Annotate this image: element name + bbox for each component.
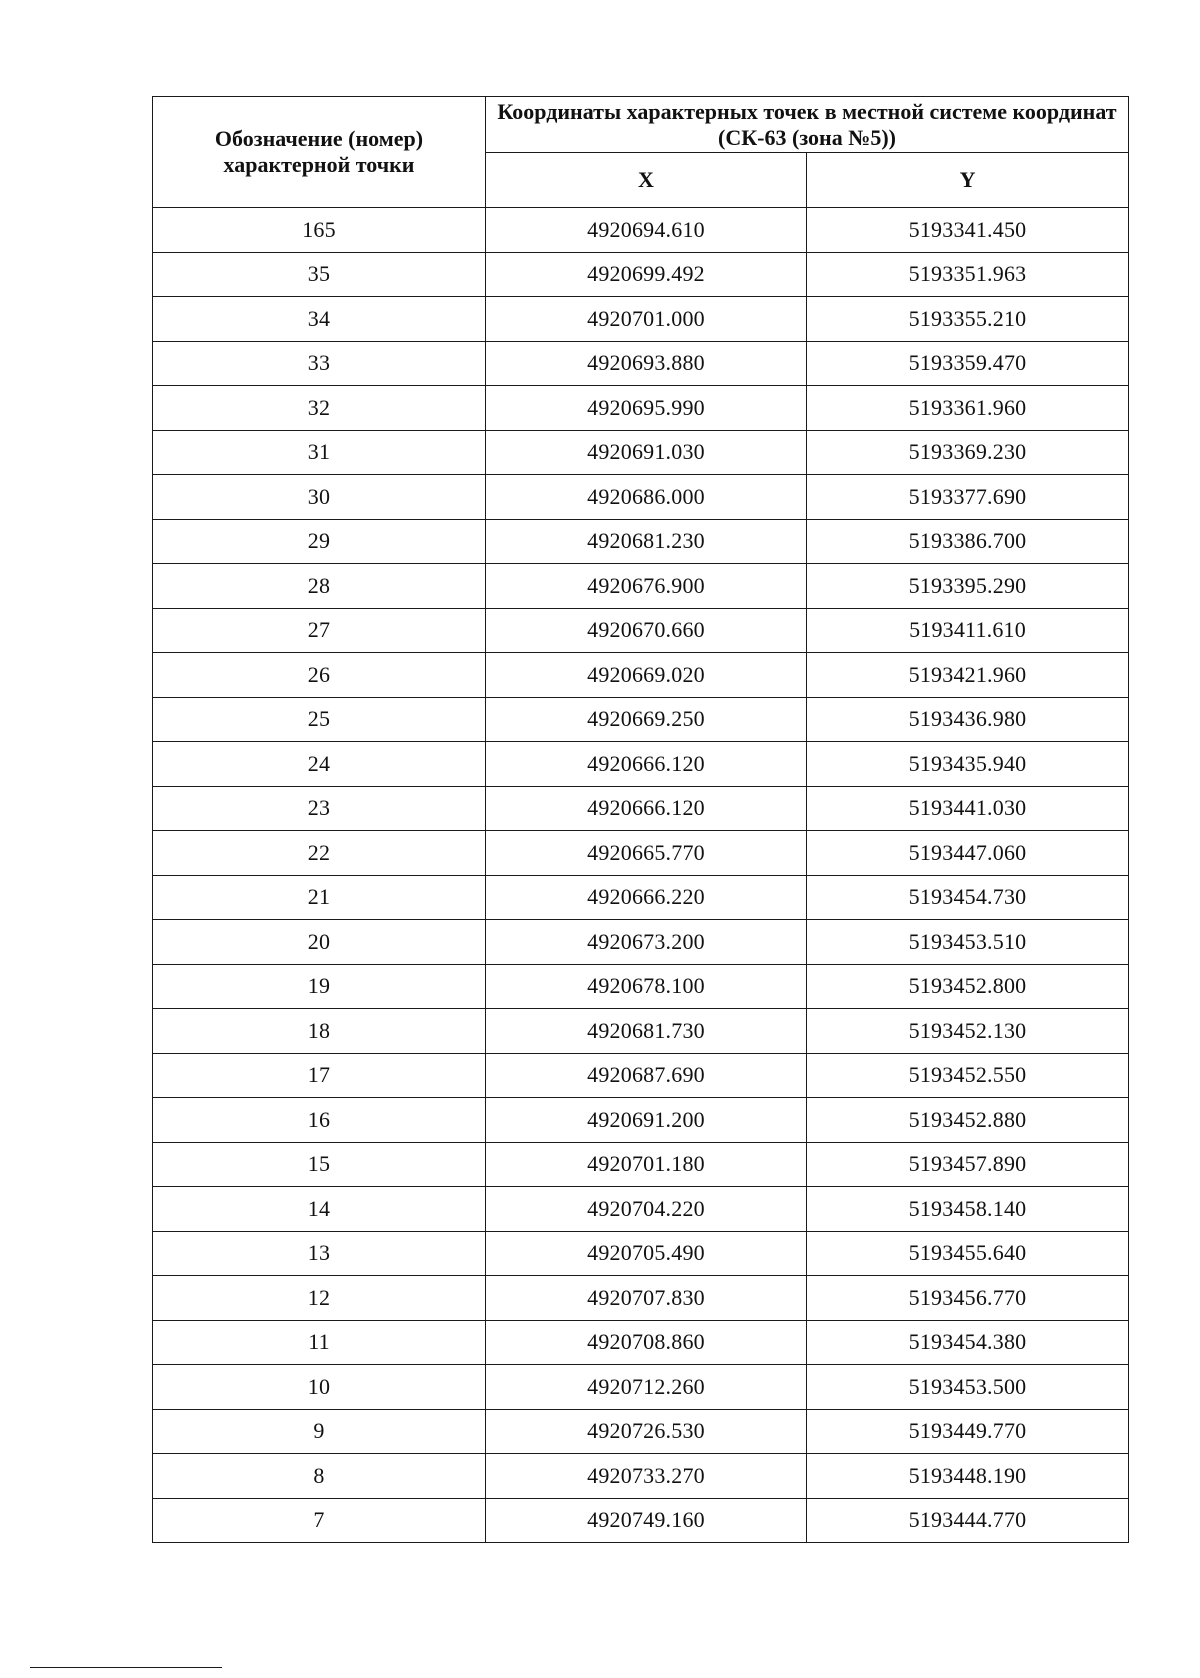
x-coordinate-cell: 4920691.030	[486, 430, 807, 475]
table-body	[153, 208, 1129, 1543]
table-row	[153, 1498, 1129, 1543]
y-coordinate-cell: 5193452.880	[807, 1098, 1129, 1143]
x-coordinate-cell: 4920676.900	[486, 564, 807, 609]
x-coordinate-cell: 4920708.860	[486, 1320, 807, 1365]
table-row	[153, 875, 1129, 920]
table-row	[153, 475, 1129, 520]
y-coordinate-cell: 5193436.980	[807, 697, 1129, 742]
point-number-cell: 13	[153, 1231, 486, 1276]
x-coordinate-cell: 4920673.200	[486, 920, 807, 965]
x-coordinate-cell: 4920701.000	[486, 297, 807, 342]
y-coordinate-cell: 5193456.770	[807, 1276, 1129, 1321]
y-coordinate-cell: 5193453.510	[807, 920, 1129, 965]
point-number-cell: 16	[153, 1098, 486, 1143]
y-coordinate-cell: 5193453.500	[807, 1365, 1129, 1410]
x-coordinate-cell: 4920665.770	[486, 831, 807, 876]
table-row	[153, 653, 1129, 698]
table-row	[153, 1276, 1129, 1321]
table-row	[153, 920, 1129, 965]
point-number-cell: 21	[153, 875, 486, 920]
point-number-cell: 24	[153, 742, 486, 787]
point-number-cell: 28	[153, 564, 486, 609]
x-coordinate-cell: 4920666.120	[486, 786, 807, 831]
table-row	[153, 297, 1129, 342]
x-coordinate-cell: 4920695.990	[486, 386, 807, 431]
y-coordinate-cell: 5193448.190	[807, 1454, 1129, 1499]
table-row	[153, 964, 1129, 1009]
point-number-cell: 18	[153, 1009, 486, 1054]
x-coordinate-cell: 4920686.000	[486, 475, 807, 520]
coordinates-group-header: Координаты характерных точек в местной системе координат (СК-63 (зона №5))	[486, 97, 1129, 153]
x-coordinate-cell: 4920691.200	[486, 1098, 807, 1143]
table-row	[153, 1231, 1129, 1276]
point-number-cell: 33	[153, 341, 486, 386]
x-coordinate-cell: 4920701.180	[486, 1142, 807, 1187]
y-coordinate-cell: 5193452.130	[807, 1009, 1129, 1054]
point-number-cell: 11	[153, 1320, 486, 1365]
y-coordinate-cell: 5193355.210	[807, 297, 1129, 342]
x-coordinate-cell: 4920699.492	[486, 252, 807, 297]
table-row	[153, 341, 1129, 386]
y-coordinate-cell: 5193377.690	[807, 475, 1129, 520]
table-row	[153, 430, 1129, 475]
x-coordinate-cell: 4920678.100	[486, 964, 807, 1009]
point-number-cell: 29	[153, 519, 486, 564]
table-row	[153, 1454, 1129, 1499]
point-number-cell: 23	[153, 786, 486, 831]
x-coordinate-cell: 4920693.880	[486, 341, 807, 386]
table-row	[153, 1409, 1129, 1454]
table-row	[153, 252, 1129, 297]
y-coordinate-cell: 5193458.140	[807, 1187, 1129, 1232]
x-coordinate-cell: 4920681.730	[486, 1009, 807, 1054]
y-coordinate-cell: 5193435.940	[807, 742, 1129, 787]
point-number-cell: 8	[153, 1454, 486, 1499]
table-row	[153, 831, 1129, 876]
x-coordinate-cell: 4920670.660	[486, 608, 807, 653]
point-number-cell: 30	[153, 475, 486, 520]
point-number-cell: 32	[153, 386, 486, 431]
y-coordinate-cell: 5193341.450	[807, 208, 1129, 253]
y-coordinate-cell: 5193441.030	[807, 786, 1129, 831]
x-coordinate-cell: 4920726.530	[486, 1409, 807, 1454]
x-coordinate-cell: 4920705.490	[486, 1231, 807, 1276]
x-coordinate-cell: 4920694.610	[486, 208, 807, 253]
table-row	[153, 1320, 1129, 1365]
point-number-cell: 26	[153, 653, 486, 698]
table-row	[153, 386, 1129, 431]
y-coordinate-cell: 5193455.640	[807, 1231, 1129, 1276]
x-column-header: X	[486, 153, 807, 208]
y-column-header: Y	[807, 153, 1129, 208]
point-number-cell: 10	[153, 1365, 486, 1410]
table-header	[153, 97, 1129, 208]
y-coordinate-cell: 5193452.800	[807, 964, 1129, 1009]
x-coordinate-cell: 4920687.690	[486, 1053, 807, 1098]
x-coordinate-cell: 4920733.270	[486, 1454, 807, 1499]
table-row	[153, 1142, 1129, 1187]
point-number-cell: 9	[153, 1409, 486, 1454]
point-number-cell: 34	[153, 297, 486, 342]
x-coordinate-cell: 4920666.220	[486, 875, 807, 920]
point-number-cell: 25	[153, 697, 486, 742]
table-row	[153, 1098, 1129, 1143]
point-number-cell: 165	[153, 208, 486, 253]
table-row	[153, 564, 1129, 609]
point-number-cell: 15	[153, 1142, 486, 1187]
x-coordinate-cell: 4920669.250	[486, 697, 807, 742]
table-row	[153, 1365, 1129, 1410]
y-coordinate-cell: 5193449.770	[807, 1409, 1129, 1454]
y-coordinate-cell: 5193351.963	[807, 252, 1129, 297]
y-coordinate-cell: 5193411.610	[807, 608, 1129, 653]
point-number-cell: 20	[153, 920, 486, 965]
footnote-separator	[30, 1667, 222, 1668]
table-row	[153, 786, 1129, 831]
point-number-cell: 27	[153, 608, 486, 653]
point-number-cell: 35	[153, 252, 486, 297]
table-row	[153, 1009, 1129, 1054]
x-coordinate-cell: 4920666.120	[486, 742, 807, 787]
table-row	[153, 519, 1129, 564]
y-coordinate-cell: 5193444.770	[807, 1498, 1129, 1543]
x-coordinate-cell: 4920712.260	[486, 1365, 807, 1410]
y-coordinate-cell: 5193421.960	[807, 653, 1129, 698]
point-number-cell: 17	[153, 1053, 486, 1098]
y-coordinate-cell: 5193395.290	[807, 564, 1129, 609]
coordinates-table	[152, 96, 1129, 1543]
x-coordinate-cell: 4920669.020	[486, 653, 807, 698]
y-coordinate-cell: 5193386.700	[807, 519, 1129, 564]
x-coordinate-cell: 4920681.230	[486, 519, 807, 564]
point-number-cell: 14	[153, 1187, 486, 1232]
y-coordinate-cell: 5193369.230	[807, 430, 1129, 475]
y-coordinate-cell: 5193361.960	[807, 386, 1129, 431]
table-row	[153, 608, 1129, 653]
table-row	[153, 742, 1129, 787]
table-row	[153, 697, 1129, 742]
point-number-cell: 31	[153, 430, 486, 475]
point-number-cell: 19	[153, 964, 486, 1009]
x-coordinate-cell: 4920749.160	[486, 1498, 807, 1543]
point-number-cell: 7	[153, 1498, 486, 1543]
point-number-cell: 12	[153, 1276, 486, 1321]
y-coordinate-cell: 5193454.730	[807, 875, 1129, 920]
y-coordinate-cell: 5193454.380	[807, 1320, 1129, 1365]
table-row	[153, 1187, 1129, 1232]
x-coordinate-cell: 4920704.220	[486, 1187, 807, 1232]
y-coordinate-cell: 5193359.470	[807, 341, 1129, 386]
y-coordinate-cell: 5193452.550	[807, 1053, 1129, 1098]
point-column-header: Обозначение (номер) характерной точки	[153, 97, 486, 208]
point-number-cell: 22	[153, 831, 486, 876]
x-coordinate-cell: 4920707.830	[486, 1276, 807, 1321]
y-coordinate-cell: 5193457.890	[807, 1142, 1129, 1187]
table-row	[153, 208, 1129, 253]
y-coordinate-cell: 5193447.060	[807, 831, 1129, 876]
table-row	[153, 1053, 1129, 1098]
